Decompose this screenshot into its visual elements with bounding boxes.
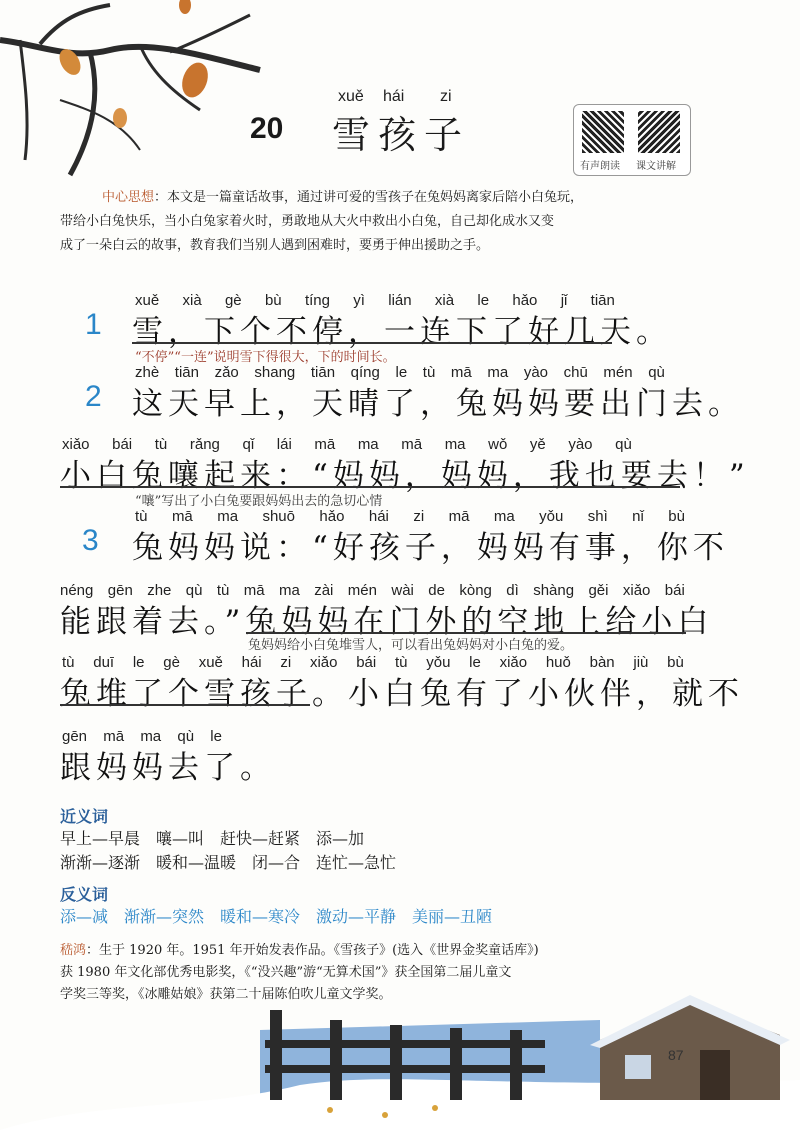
underline-3 — [60, 486, 680, 488]
pinyin: qù — [177, 728, 195, 745]
note-1: “不停”“一连”说明雪下得很大，下的时间长。 — [135, 350, 396, 365]
text-line-7: 跟妈妈去了。 — [60, 750, 276, 786]
pinyin: qù — [185, 582, 203, 599]
qr-code-audio[interactable] — [582, 111, 624, 153]
qr-code-lecture[interactable] — [638, 111, 680, 153]
pinyin: xià — [182, 292, 202, 309]
summary-label: 中心思想 — [102, 190, 155, 205]
note-3: 兔妈妈给小白兔堆雪人，可以看出兔妈妈对小白兔的爱。 — [248, 638, 574, 653]
pinyin: wǒ — [488, 436, 508, 453]
pinyin: tù — [216, 582, 230, 599]
pinyin: gè — [163, 654, 180, 671]
pinyin: xuě — [198, 654, 223, 671]
pinyin: yǒu — [539, 508, 564, 525]
pinyin: lái — [276, 436, 292, 453]
pinyin: zhe — [147, 582, 172, 599]
pinyin: bái — [356, 654, 377, 671]
underline-6 — [60, 704, 310, 706]
pinyin: tù — [62, 654, 75, 671]
text-line-1: 雪，下个不停，一连下了好几天。 — [132, 314, 672, 350]
qr-label-audio: 有声朗读 — [580, 161, 620, 172]
pinyin: le — [469, 654, 481, 671]
pinyin: xiǎo — [62, 436, 90, 453]
pinyin: ma — [140, 728, 162, 745]
pinyin: bàn — [589, 654, 615, 671]
pinyin: de — [428, 582, 445, 599]
page-number: 87 — [668, 1047, 684, 1063]
pinyin: qù — [615, 436, 632, 453]
pinyin: hái — [241, 654, 262, 671]
pinyin: kòng — [459, 582, 492, 599]
pinyin: dì — [506, 582, 519, 599]
pinyin: mén — [347, 582, 377, 599]
pinyin: nǐ — [632, 508, 644, 525]
pinyin: hǎo — [512, 292, 538, 309]
text-line-2: 这天早上，天晴了，兔妈妈要出门去。 — [132, 386, 744, 422]
pinyin: zǎo — [214, 364, 239, 381]
lesson-title: 雪孩子 — [332, 113, 471, 157]
author-line-1: ：生于 1920 年。1951 年开始发表作品。《雪孩子》(选入《世界金奖童话库》) — [86, 943, 539, 958]
pinyin: gè — [224, 292, 242, 309]
pinyin: qíng — [350, 364, 380, 381]
pinyin: mā — [401, 436, 423, 453]
pinyin: tù — [154, 436, 168, 453]
pinyin: xuě — [135, 292, 160, 309]
antonyms-row: 添—减 渐渐—突然 暖和—寒冷 激动—平静 美丽—丑陋 — [60, 907, 493, 926]
pinyin: yào — [568, 436, 593, 453]
pinyin: yì — [353, 292, 365, 309]
summary-block: 中心思想：本文是一篇童话故事，通过讲可爱的雪孩子在兔妈妈离家后陪小白兔玩， 带给小白兔快乐，当小白兔家着火时，勇敢地从大火中救出小白兔，自己却化成水又变 成了一朵白云的故事，教育我们当别人遇到困难时，要勇于伸出援助之手。 — [60, 186, 740, 258]
pinyin: xiǎo — [622, 582, 651, 599]
underline-1 — [132, 342, 612, 344]
pinyin: ma — [487, 364, 509, 381]
pinyin: ma — [278, 582, 300, 599]
pinyin: jǐ — [560, 292, 568, 309]
pinyin: zi — [280, 654, 292, 671]
pinyin: yě — [529, 436, 546, 453]
pinyin: tíng — [304, 292, 330, 309]
synonyms-row-1: 早上—早晨 嚷—叫 赶快—赶紧 添—加 — [60, 829, 365, 848]
note-2: “嚷”写出了小白兔要跟妈妈出去的急切心情 — [135, 494, 383, 509]
pinyin: tù — [422, 364, 436, 381]
pinyin: bù — [668, 508, 685, 525]
antonyms-title: 反义词 — [60, 885, 109, 904]
pinyin: le — [210, 728, 222, 745]
summary-line-3: 成了一朵白云的故事，教育我们当别人遇到困难时，要勇于伸出援助之手。 — [60, 238, 490, 253]
pinyin: bái — [664, 582, 685, 599]
pinyin: mā — [448, 508, 470, 525]
author-line-2: 获 1980 年文化部优秀电影奖，《“没兴趣”游“无算术国”》获全国第二届儿童文 — [60, 965, 512, 980]
pinyin: mén — [603, 364, 633, 381]
pinyin: hái — [368, 508, 389, 525]
pinyin: zi — [413, 508, 425, 525]
text-line-6: 兔堆了个雪孩子。小白兔有了小伙伴，就不 — [60, 676, 744, 712]
pinyin: gēn — [107, 582, 133, 599]
pinyin: le — [395, 364, 408, 381]
pinyin: duī — [93, 654, 115, 671]
pinyin: gēn — [62, 728, 88, 745]
pinyin: qǐ — [242, 436, 255, 453]
pinyin: tiān — [310, 364, 336, 381]
tree-branch-illustration — [0, 0, 300, 200]
pinyin: xiǎo — [499, 654, 528, 671]
pinyin: zhè — [135, 364, 160, 381]
pinyin: wài — [391, 582, 414, 599]
text-line-4: 兔妈妈说：“好孩子，妈妈有事，你不 — [132, 530, 729, 566]
pinyin: qù — [648, 364, 665, 381]
pinyin: tiān — [590, 292, 615, 309]
pinyin: chū — [563, 364, 588, 381]
pinyin: mā — [314, 436, 336, 453]
pinyin: ma — [444, 436, 466, 453]
pinyin: rǎng — [189, 436, 220, 453]
pinyin: shàng — [533, 582, 575, 599]
pinyin: mā — [243, 582, 265, 599]
pinyin: zài — [314, 582, 334, 599]
winter-scene-illustration — [0, 990, 800, 1130]
text-line-3: 小白兔嚷起来：“妈妈，妈妈，我也要去！” — [60, 458, 750, 494]
pinyin: mā — [450, 364, 472, 381]
pinyin: tù — [394, 654, 408, 671]
title-pinyin-2: hái — [383, 88, 405, 105]
pinyin: tù — [135, 508, 148, 525]
pinyin: tiān — [174, 364, 199, 381]
lesson-number: 20 — [250, 112, 284, 145]
pinyin: mā — [103, 728, 125, 745]
pinyin: ma — [493, 508, 515, 525]
paragraph-number-3: 3 — [82, 524, 99, 557]
pinyin: jiù — [633, 654, 649, 671]
pinyin: yào — [523, 364, 548, 381]
pinyin: le — [477, 292, 490, 309]
synonyms-row-2: 渐渐—逐渐 暖和—温暖 闭—合 连忙—急忙 — [60, 853, 397, 872]
pinyin: gěi — [588, 582, 609, 599]
pinyin: lián — [388, 292, 412, 309]
pinyin: ma — [357, 436, 379, 453]
pinyin: le — [132, 654, 145, 671]
pinyin: ma — [217, 508, 239, 525]
pinyin: bù — [667, 654, 684, 671]
text-line-5: 能跟着去。”兔妈妈在门外的空地上给小白 — [60, 604, 714, 640]
pinyin: mā — [171, 508, 193, 525]
summary-line-2: 带给小白兔快乐，当小白兔家着火时，勇敢地从大火中救出小白兔，自己却化成水又变 — [60, 214, 555, 229]
author-name: 嵇鸿 — [60, 943, 87, 958]
pinyin: shì — [587, 508, 608, 525]
pinyin: hǎo — [319, 508, 345, 525]
paragraph-number-2: 2 — [85, 380, 102, 413]
summary-line-1: 本文是一篇童话故事，通过讲可爱的雪孩子在兔妈妈离家后陪小白兔玩， — [167, 190, 584, 205]
pinyin: huǒ — [545, 654, 571, 671]
paragraph-number-1: 1 — [85, 308, 102, 341]
pinyin: néng — [60, 582, 94, 599]
pinyin: bù — [264, 292, 282, 309]
title-pinyin-1: xuě — [338, 88, 364, 105]
author-line-3: 学奖三等奖，《冰雕姑娘》获第二十届陈伯吹儿童文学奖。 — [60, 987, 392, 1002]
pinyin: shang — [254, 364, 296, 381]
synonyms-title: 近义词 — [60, 807, 109, 826]
pinyin: shuō — [262, 508, 295, 525]
pinyin: yǒu — [426, 654, 451, 671]
title-pinyin-3: zi — [440, 88, 452, 105]
qr-code-panel[interactable] — [573, 104, 691, 176]
qr-label-lecture: 课文讲解 — [636, 161, 676, 172]
pinyin: xiǎo — [309, 654, 338, 671]
pinyin: bái — [112, 436, 133, 453]
pinyin: xià — [434, 292, 455, 309]
